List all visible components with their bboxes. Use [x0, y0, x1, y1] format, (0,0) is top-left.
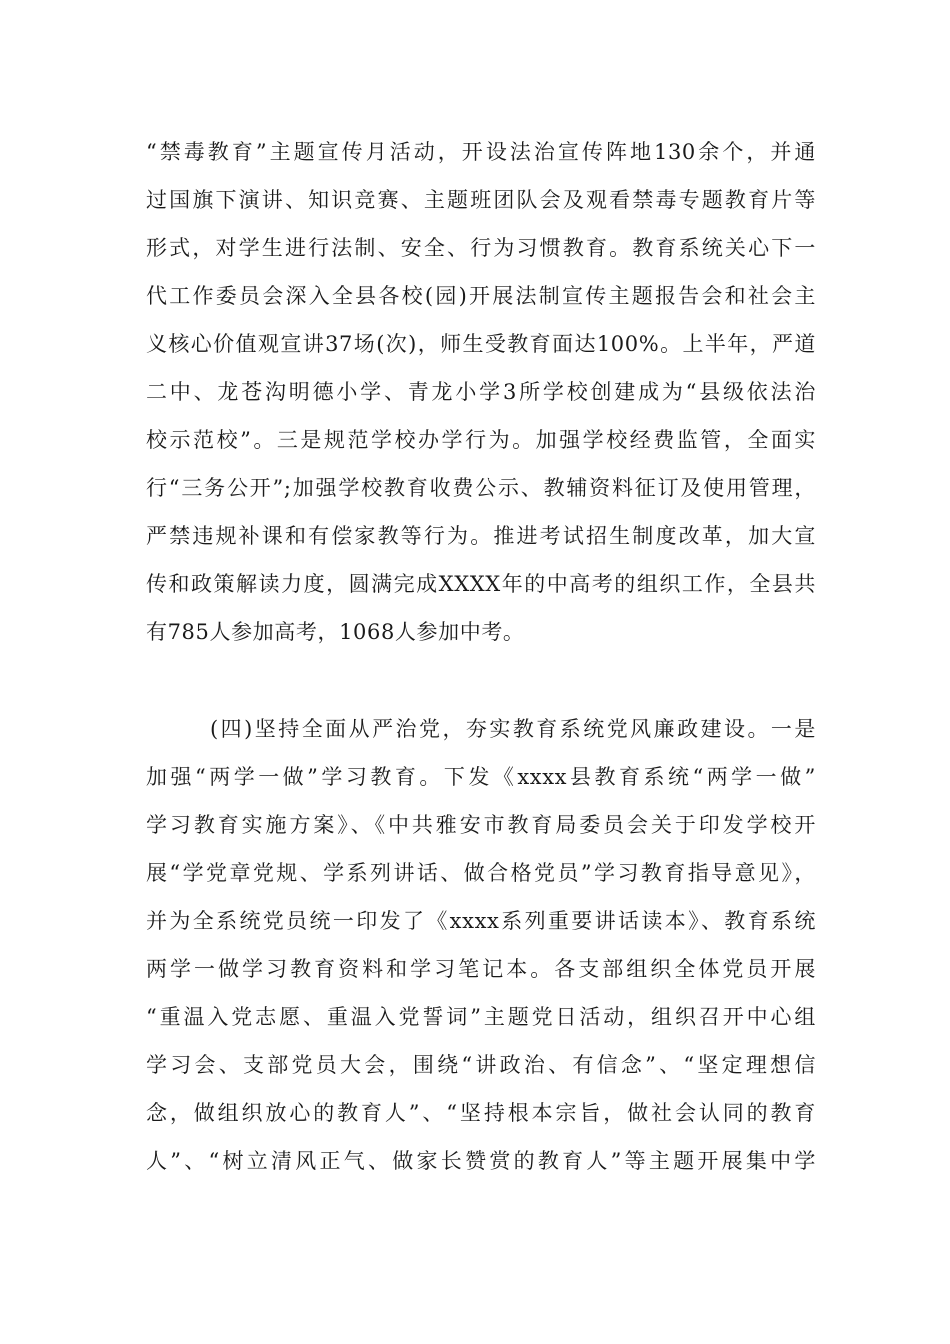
paragraph-line: 代工作委员会深入全县各校(园)开展法制宣传主题报告会和社会主: [146, 284, 816, 308]
paragraph-line: 有785人参加高考，1068人参加中考。: [146, 620, 525, 644]
paragraph-line: 学习会、支部党员大会，围绕“讲政治、有信念”、“坚定理想信: [146, 1053, 816, 1077]
paragraph-line: 过国旗下演讲、知识竞赛、主题班团队会及观看禁毒专题教育片等: [146, 188, 816, 212]
paragraph-line: 学习教育实施方案》、《中共雅安市教育局委员会关于印发学校开: [146, 813, 816, 837]
paragraph-line: 并为全系统党员统一印发了《xxxx系列重要讲话读本》、教育系统: [146, 909, 816, 933]
paragraph-line: 形式，对学生进行法制、安全、行为习惯教育。教育系统关心下一: [146, 236, 816, 260]
paragraph-line: 义核心价值观宣讲37场(次)，师生受教育面达100%。上半年，严道: [146, 332, 816, 356]
paragraph-line: 两学一做学习教育资料和学习笔记本。各支部组织全体党员开展: [146, 957, 816, 981]
paragraph-line: “禁毒教育”主题宣传月活动，开设法治宣传阵地130余个，并通: [146, 140, 816, 164]
paragraph-line: 展“学党章党规、学系列讲话、做合格党员”学习教育指导意见》，: [146, 861, 816, 885]
paragraph-line: 人”、“树立清风正气、做家长赞赏的教育人”等主题开展集中学: [146, 1149, 816, 1173]
paragraph-line: 二中、龙苍沟明德小学、青龙小学3所学校创建成为“县级依法治: [146, 380, 816, 404]
paragraph-line: 严禁违规补课和有偿家教等行为。推进考试招生制度改革，加大宣: [146, 524, 816, 548]
paragraph-line: (四)坚持全面从严治党，夯实教育系统党风廉政建设。一是: [210, 717, 816, 741]
paragraph-line: 加强“两学一做”学习教育。下发《xxxx县教育系统“两学一做”: [146, 765, 816, 789]
paragraph-line: 念，做组织放心的教育人”、“坚持根本宗旨，做社会认同的教育: [146, 1101, 816, 1125]
paragraph-line: 传和政策解读力度，圆满完成XXXX年的中高考的组织工作，全县共: [146, 572, 816, 596]
paragraph-line: 行“三务公开”;加强学校教育收费公示、教辅资料征订及使用管理，: [146, 476, 816, 500]
paragraph-line: 校示范校”。三是规范学校办学行为。加强学校经费监管，全面实: [146, 428, 816, 452]
paragraph-line: “重温入党志愿、重温入党誓词”主题党日活动，组织召开中心组: [146, 1005, 816, 1029]
